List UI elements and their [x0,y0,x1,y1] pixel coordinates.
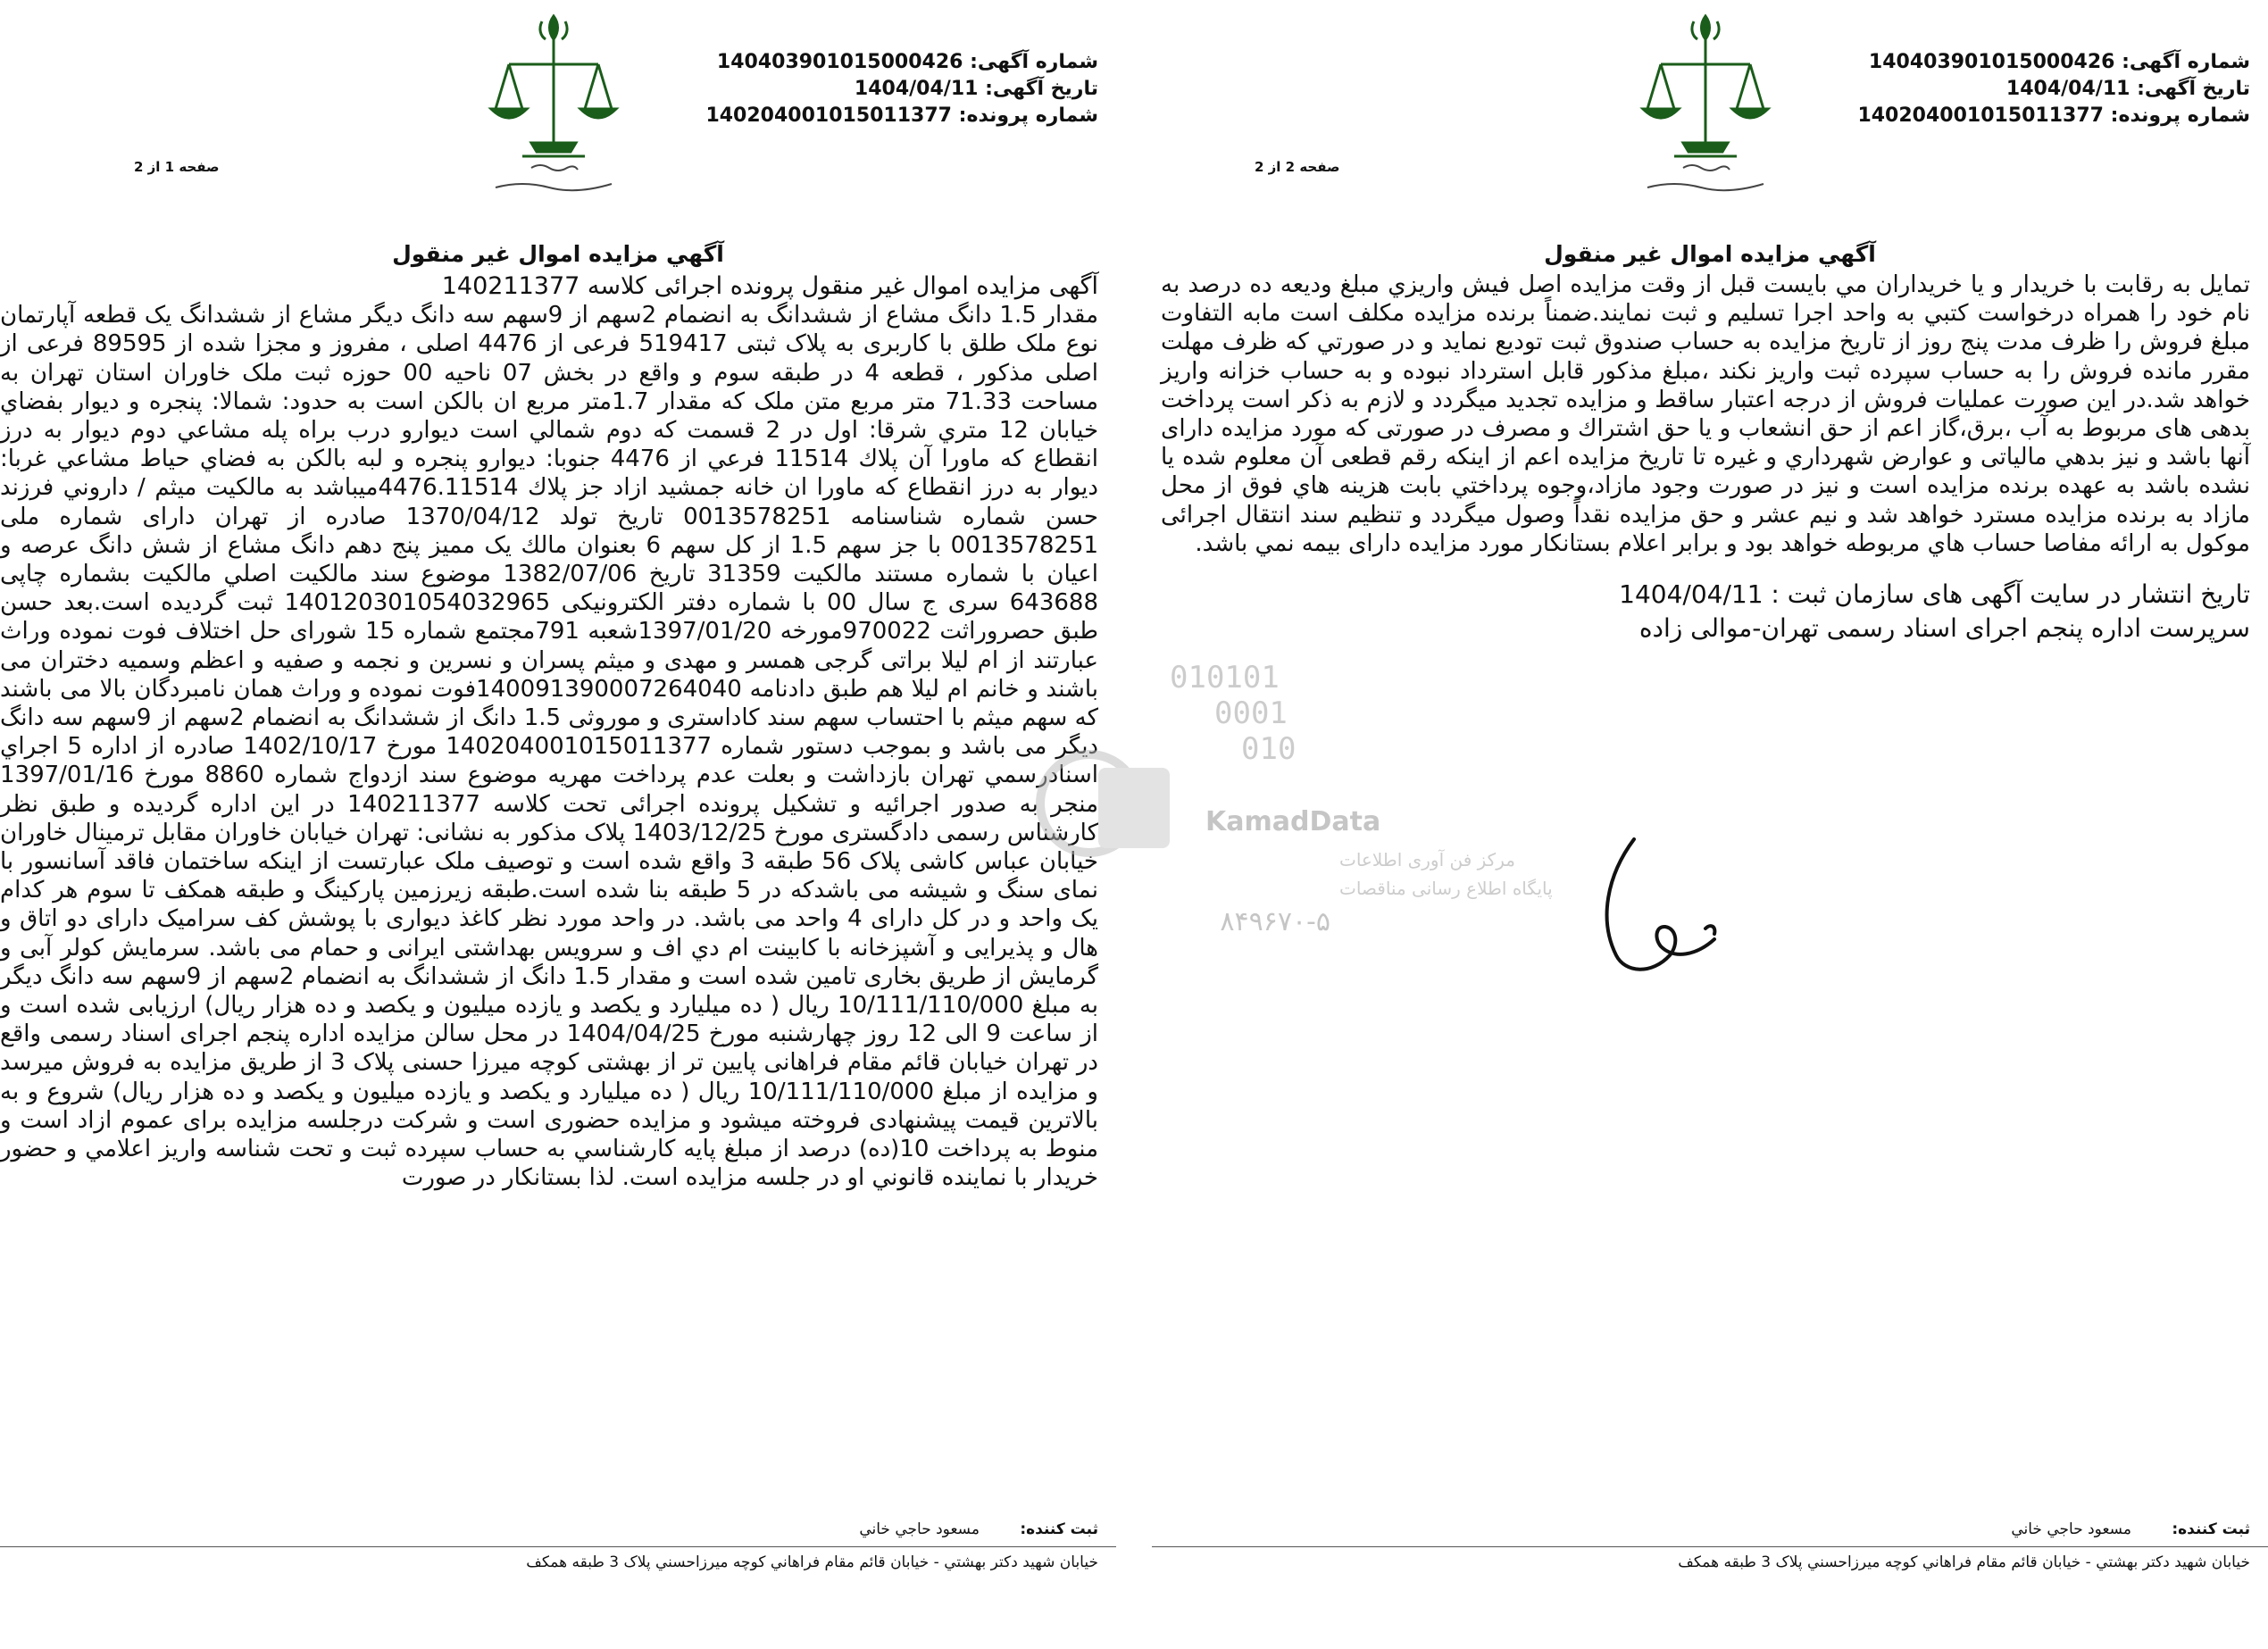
ad-number: 140403901015000426 [1868,51,2115,73]
publish-date-line: تاریخ انتشار در سایت آگهی های سازمان ثبت : 1404/04/11 [1619,579,2250,610]
watermark-brand: KamadData [1205,806,1381,837]
watermark-logo-icon [1040,754,1170,853]
ad-date: 1404/04/11 [2005,78,2130,100]
judiciary-scales-emblem-icon [1630,9,1781,201]
case-number: 140204001015011377 [1857,104,2104,127]
case-number-label: شماره پرونده: [2110,104,2250,127]
kamaddata-watermark [1036,652,1553,1009]
publication-block [1161,578,2250,645]
office-address: خيابان شهيد دکتر بهشتي - خيابان قائم مقام فراهاني کوچه ميرزاحسني پلاک 3 طبقه همکف [1678,1553,2250,1571]
ad-metadata [705,49,1098,129]
notice-body-text: تمایل به رقابت با خریدار و یا خریداران مي بایست قبل از وقت مزایده اصل فیش واریزي مبلغ ودیعه ده درصد به نام خود را همراه درخواست کتبي به واحد اجرا تسلیم و ثبت نمایند.ضمناً برنده مزایده مکلف است مابه التفاوت مبلغ فروش را ظرف مدت پنج روز از تاریخ مزایده به حساب صندوق ثبت تودیع نماید و در صورتي که ظرف مهلت مقرر مانده فروش را به حساب سپرده ثبت واریز نکند ،مبلغ مذکور قابل استرداد نبوده و به حساب خزانه واریز خواهد شد.در این صورت عملیات فروش از درجه اعتبار ساقط و مزایده تجدید میگردد و لازم به ذکر است پرداخت بدهی های مربوط به آب ،برق،گاز اعم از حق انشعاب و یا حق اشتراك و مصرف در صورتی که مورد مزایده دارای آنها باشد و نیز بدهي مالیاتی و عوارض شهرداري و غیره تا تاریخ مزایده اعم از اینکه رقم قطعی آن معلوم شده یا نشده باشد به عهده برنده مزایده است و نیز در صورت وجود مازاد،وجوه پرداختي بابت هزینه هاي فوق از محل مازاد به برنده مزایده مسترد خواهد شد و نیم عشر و حق مزایده نقداً وصول میگردد و تنظیم سند انتقال اجرائی موکول به ارائه مفاصا حساب هاي مربوطه خواهد بود و برابر اعلام بستانکار مورد مزایده دارای بیمه نمي باشد. [1161,271,2250,557]
watermark-tagline: مرکز فن آوری اطلاعات [1339,849,1515,870]
ad-date-label: تاریخ آگهی: [2137,78,2250,100]
ad-number-label: شماره آگهی: [970,51,1098,73]
office-address: خيابان شهيد دکتر بهشتي - خيابان قائم مقام فراهاني کوچه ميرزاحسني پلاک 3 طبقه همکف [526,1553,1098,1571]
ad-metadata [1857,49,2250,129]
notice-body-text: مقدار 1.5 دانگ مشاع از ششدانگ به انضمام 2سهم از 9سهم سه دانگ دیگر مشاع از ششدانگ یک قطعه آپارتمان نوع ملک طلق با کاربری به پلاک ثبتی 519417 فرعی از 4476 اصلی ، مفروز و مجزا شده از 89595 فرعی از اصلی مذکور ، قطعه 4 در طبقه سوم و واقع در بخش 07 ناحیه 00 حوزه ثبت ملک خاوران استان تهران به مساحت 71.33 متر مربع متن ملک که مقدار 1.7متر مربع ان بالکن است به حدود: شمالا: پنجره و دیوار بفضاي خيابان 12 متري شرقا: اول در 2 قسمت که دوم شمالي است ديوارو درب براه پله مشاعي دوم ديوار به درز انقطاع که ماورا آن پلاك 11514 فرعي از 4476 جنوبا: ديوارو پنجره و لبه بالکن به فضاي حياط مشاعي غربا: ديوار به درز انقطاع که ماورا ان خانه جمشيد ازاد جز پلاك 4476.11514میباشد به مالکیت میثم / داروني فرزند حسن شماره شناسنامه 0013578251 تاریخ تولد 1370/04/12 صادره از تهران دارای شماره ملی 0013578251 با جز سهم 1.5 از کل سهم 6 بعنوان مالك یک ممیز پنج دهم دانگ مشاع از شش دانگ عرصه و اعیان با شماره مستند مالکیت 31359 تاریخ 1382/07/06 موضوع سند مالکیت اصلي مالکیت بشماره چاپی 643688 سری ج سال 00 با شماره دفتر الکترونیکی 140120301054032965 ثبت گردیده است.بعد حسن طبق حصروراثت 970022مورخه 1397/01/20شعبه 791مجتمع شماره 15 شورای حل اختلاف فوت نموده وراث عبارتند از ام لیلا براتی گرجی همسر و مهدی و میثم پسران و نسرین و نجمه و صفیه و اعظم وسمیه دختران می باشند و خانم ام لیلا هم طبق دادنامه 140091390007264040فوت نموده و وراث همان نامبردگان بالا می باشند که سهم میثم با احتساب سهم سند کاداستری و موروثی 1.5 دانگ از ششدانگ به انضمام 2سهم از 9سهم سه دانگ دیگر می باشد و بموجب دستور شماره 140204001015011377 مورخ 1402/10/17 صادره از اداره 5 اجراي اسنادرسمي تهران بازداشت و بعلت عدم پرداخت مهریه موضوع سند ازدواج شماره 8860 مورخ 1397/01/16 منجر به صدور اجرائیه و تشکیل پرونده اجرائی تحت کلاسه 140211377 در این اداره گردیده و طبق نظر کارشناس رسمی دادگستری مورخ 1403/12/25 پلاک مذکور به نشانی: تهران خیابان خاوران مقابل ترمینال خاوران خیابان عباس کاشی پلاک 56 طبقه 3 واقع شده است و توصیف ملک عبارتست از اینکه ساختمان فاقد آسانسور با نمای سنگ و شیشه می باشدکه در 5 طبقه بنا شده است.طبقه زیرزمین پارکینگ و طبقه همکف تا سوم هر کدام یک واحد و در کل دارای 4 واحد می باشد. در واحد مورد نظر کاغذ دیواری با پوشش کف سرامیک دارای دو اتاق و هال و پذیرایی و آشپزخانه با کابینت ام دي اف و سرویس بهداشتی ایرانی و حمام می باشد. سرمایش کولر آبی و گرمایش از طریق بخاری تامین شده است و مقدار 1.5 دانگ از ششدانگ به انضمام 2سهم از 9سهم سه دانگ دیگر به مبلغ 10/111/110/000 ریال ( ده میلیارد و یکصد و یازده میلیون و یکصد و ده هزار ریال) ارزیابی شده است و از ساعت 9 الی 12 روز چهارشنبه مورخ 1404/04/25 در محل سالن مزایده اداره پنجم اجرای اسناد رسمی واقع در تهران خیابان قائم مقام فراهانی پایین تر از بهشتی کوچه میرزا حسنی پلاک 3 از طریق مزایده به فروش میرسد و مزایده از مبلغ 10/111/110/000 ریال ( ده میلیارد و یکصد و یازده میلیون و یکصد و ده هزار ریال) شروع و به بالاترین قیمت پیشنهادی فروخته میشود و مزایده حضوری است و شرکت درجلسه مزایده برای عموم ازاد است و منوط به پرداخت 10(ده) درصد از مبلغ پایه کارشناسي به حساب سپرده ثبت و تحت شناسه واریز اعلامي و حضور خریدار با نماینده قانوني او در جلسه مزایده است. لذا بستانکار در صورت [0,302,1099,1192]
footer-divider [0,1546,1116,1547]
ad-date: 1404/04/11 [854,78,979,100]
ad-number: 140403901015000426 [716,51,963,73]
judiciary-scales-emblem-icon [478,9,630,201]
watermark-digits-top: 010101 [1170,660,1280,695]
registrar-line [859,1520,1098,1538]
registrar-name: مسعود حاجي خاني [859,1520,980,1538]
notice-title: آگهي مزايده اموال غير منقول [392,241,724,267]
registrar-name: مسعود حاجي خاني [2011,1520,2131,1538]
registrar-label: ثبت کننده: [1020,1520,1098,1538]
registrar-label: ثبت کننده: [2172,1520,2250,1538]
watermark-phone: ۸۴۹۶۷۰-۵ [1220,906,1330,937]
notice-title: آگهي مزايده اموال غير منقول [1544,241,1876,267]
ad-date-label: تاریخ آگهی: [985,78,1098,100]
case-number: 140204001015011377 [705,104,952,127]
watermark-subline: پایگاه اطلاع رسانی مناقصات [1339,878,1553,899]
page-1 [0,0,1116,1598]
page-number: صفحه 2 از 2 [1255,159,1340,175]
registrar-line [2011,1520,2250,1538]
watermark-digits-mid: 0001 [1214,695,1288,731]
handwritten-signature-icon [1572,821,1750,991]
watermark-digits-bot: 010 [1241,731,1297,767]
notice-body [0,272,1098,1193]
page-number: صفحه 1 از 2 [134,159,220,175]
notice-body [1161,271,2250,645]
ad-number-label: شماره آگهی: [2122,51,2250,73]
notice-subheading: آگهی مزایده اموال غیر منقول پرونده اجرائی کلاسه 140211377 [441,272,1098,300]
footer-divider [1152,1546,2268,1547]
supervisor-line: سرپرست اداره پنجم اجرای اسناد رسمی تهران-موالی زاده [1638,613,2250,644]
case-number-label: شماره پرونده: [958,104,1098,127]
